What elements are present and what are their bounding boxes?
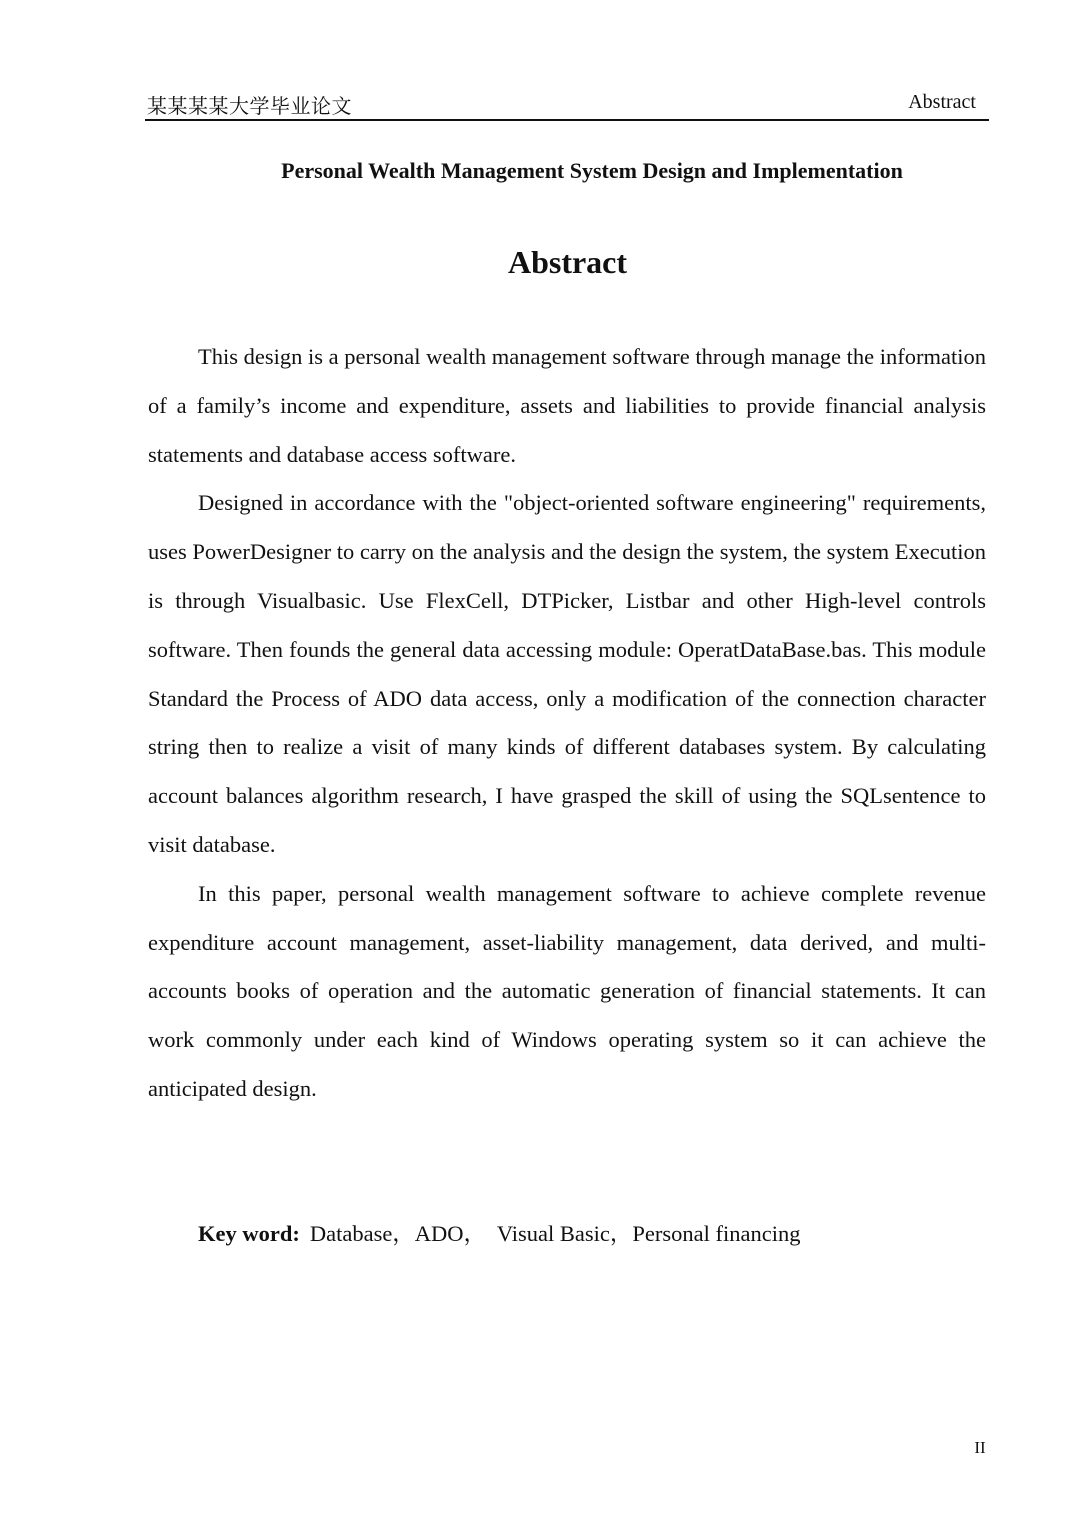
- header-university-title: 某某某某大学毕业论文: [147, 94, 352, 118]
- abstract-body: [148, 333, 986, 1114]
- header-section-name: Abstract: [908, 91, 976, 113]
- abstract-paragraph: This design is a personal wealth management software through manage the information of a family’s income and expenditure, assets and liabilities to provide financial analysis statements and database access software.: [148, 344, 986, 467]
- page-number: II: [974, 1438, 986, 1457]
- keywords-line: [198, 1216, 801, 1248]
- abstract-paragraph: In this paper, personal wealth management software to achieve complete revenue expenditure account management, asset-liability management, data derived, and multi-accounts books of operation and the automatic generation of financial statements. It can work commonly under each kind of Windows operating system so it can achieve the anticipated design.: [148, 880, 986, 1101]
- paper-title: Personal Wealth Management System Design and Implementation: [281, 158, 903, 183]
- abstract-heading: Abstract: [507, 244, 628, 280]
- running-header: [147, 88, 988, 116]
- keywords-label: Key word:: [198, 1221, 300, 1246]
- abstract-paragraph: Designed in accordance with the "object-oriented software engineering" requirements, uses PowerDesigner to carry on the analysis and the design the system, the system Execution is through Visualbasic. Use FlexCell, DTPicker, Listbar and other High-level controls software. Then founds the general data accessing module: OperatDataBase.bas. This module Standard the Process of ADO data access, only a modification of the connection character string then to realize a visit of many kinds of different databases system. By calculating account balances algorithm research, I have grasped the skill of using the SQLsentence to visit database.: [148, 490, 986, 857]
- header-rule: [145, 119, 989, 121]
- keywords-text: Database，ADO， Visual Basic，Personal financing: [309, 1221, 801, 1246]
